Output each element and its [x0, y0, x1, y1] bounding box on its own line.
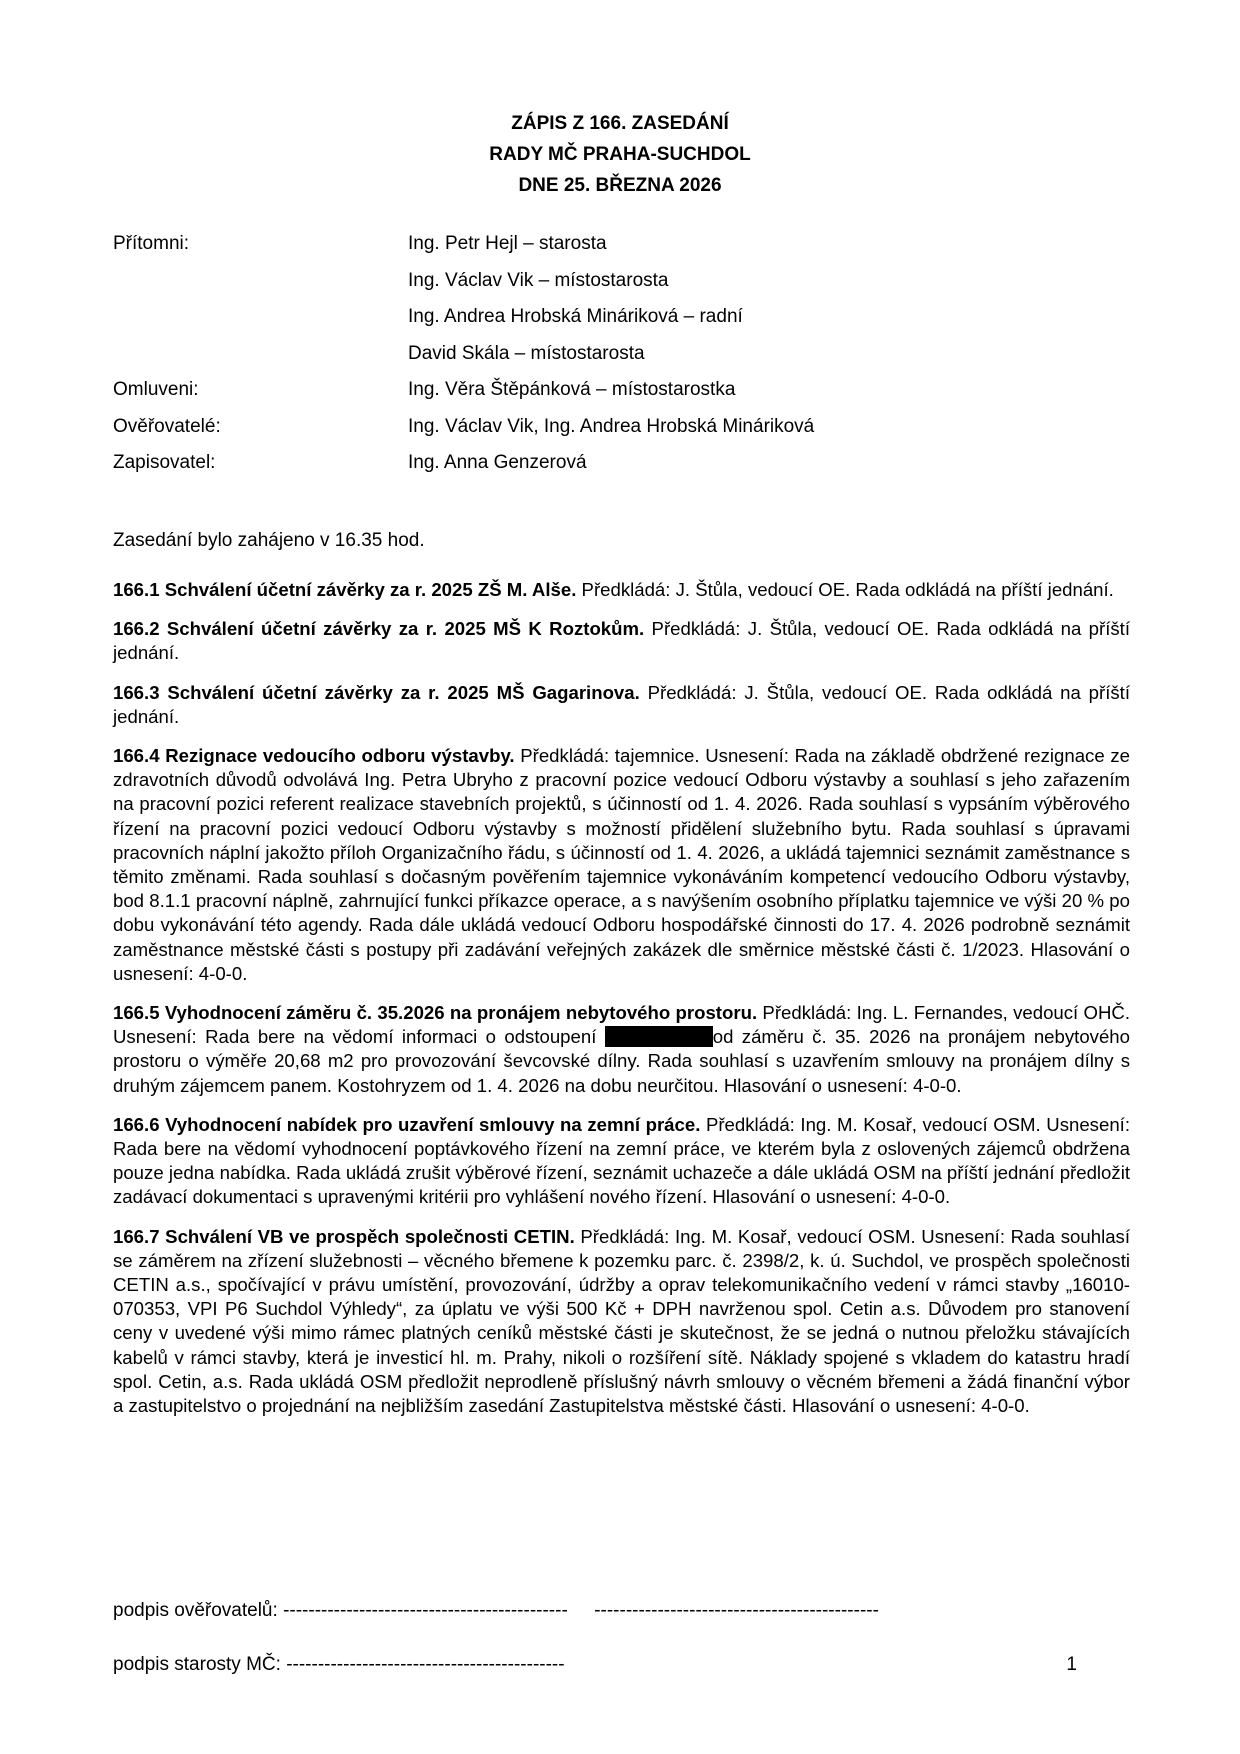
verifiers-signature [113, 1600, 1130, 1622]
page-number: 1 [1066, 1654, 1077, 1675]
attendees-list [113, 233, 1133, 489]
attendee-row [113, 270, 1133, 307]
signature-line: --------------------------------------------- [594, 1600, 879, 1621]
attendee-row [113, 452, 1133, 489]
attendee-row [113, 306, 1133, 343]
attendee-value: Ing. Petr Hejl – starosta [408, 233, 607, 254]
agenda-item [113, 681, 1130, 729]
agenda-item-heading: 166.2 Schválení účetní závěrky za r. 2025 MŠ K Roztokům. [113, 618, 645, 640]
agenda-item-heading: 166.5 Vyhodnocení záměru č. 35.2026 na pronájem nebytového prostoru. [113, 1002, 758, 1024]
attendee-row [113, 379, 1133, 416]
mayor-signature [113, 1654, 1130, 1676]
agenda-item-text: Předkládá: J. Štůla, vedoucí OE. Rada odkládá na příští jednání. [576, 579, 1114, 600]
attendee-value: Ing. Andrea Hrobská Mináriková – radní [408, 306, 743, 327]
attendee-label: Omluveni: [113, 379, 199, 400]
attendee-label: Přítomni: [113, 233, 190, 254]
opening-statement: Zasedání bylo zahájeno v 16.35 hod. [113, 530, 425, 551]
attendee-value: Ing. Václav Vik, Ing. Andrea Hrobská Mináriková [408, 415, 815, 437]
agenda-item-text: Předkládá: Ing. M. Kosař, vedoucí OSM. Usnesení: Rada souhlasí se záměrem na zřízení služebnosti – věcného břemene k pozemku parc. č. 2398/2, k. ú. Suchdol, ve prospěch společnosti CETIN a.s., spočívající v právu umístění, provozování, údržby a oprav telekomunikačního vedení v rámci stavby „16010-070353, VPI P6 Suchdol Výhledy“, za úplatu ve výši 500 Kč + DPH navrženou spol. Cetin a.s. Důvodem pro stanovení ceny v uvedené výši mimo rámec platných ceníků městské části je skutečnost, že se jedná o nutnou přeložku stávajících kabelů v rámci stavby, která je investicí hl. m. Prahy, nikoli o rozšíření sítě. Náklady spojené s vkladem do katastru hradí spol. Cetin, a.s. Rada ukládá OSM předložit neprodleně příslušný návrh smlouvy o věcném břemeni a žádá finanční výbor a zastupitelstvo o projednání na nejbližším zasedání Zastupitelstva městské části. Hlasování o usnesení: 4-0-0. [113, 1225, 1131, 1417]
agenda-item-heading: 166.1 Schválení účetní závěrky za r. 2025 ZŠ M. Alše. [113, 579, 577, 600]
agenda-item [113, 1113, 1130, 1210]
title-line-3: DNE 25. BŘEZNA 2026 [518, 175, 722, 196]
agenda-item-heading: 166.6 Vyhodnocení nabídek pro uzavření smlouvy na zemní práce. [113, 1113, 701, 1135]
attendee-row [113, 343, 1133, 380]
mayor-signature-label: podpis starosty MČ: [113, 1654, 281, 1675]
agenda-item-text: Předkládá: Ing. M. Kosař, vedoucí OSM. Usnesení: Rada bere na vědomí vyhodnocení poptávkového řízení na zemní práce, ve kterém byla z oslovených zájemců obdržena pouze jedna nabídka. Rada ukládá zrušit výběrové řízení, seznámit uchazeče a dále ukládá OSM na příští jednání předložit zadávací dokumentaci s upravenými kritérii pro vyhlášení nového řízení. Hlasování o usnesení: 4-0-0. [113, 1113, 1130, 1208]
title-line-2: RADY MČ PRAHA-SUCHDOL [489, 144, 751, 165]
agenda-item-text: Předkládá: tajemnice. Usnesení: Rada na základě obdržené rezignace ze zdravotních důvodů odvolává Ing. Petra Ubryho z pracovní pozice vedoucí Odboru výstavby a souhlasí s jeho zařazením na pracovní pozici referent realizace stavebních projektů, s účinností od 1. 4. 2026. Rada souhlasí s vypsáním výběrového řízení na pracovní pozici vedoucí Odboru výstavby s možností přidělení služebního bytu. Rada souhlasí s úpravami pracovních náplní jakožto příloh Organizačního řádu, s účinností od 1. 4. 2026, a ukládá tajemnici seznámit zaměstnance s těmito změnami. Rada souhlasí s dočasným pověřením tajemnice vykonáváním kompetencí vedoucího Odboru výstavby, bod 8.1.1 pracovní náplně, zahrnující funkci příkazce operace, a s navýšením osobního příplatku tajemnice ve výši 20 % po dobu vykonávání této agendy. Rada dále ukládá vedoucí Odboru hospodářské činnosti do 17. 4. 2026 podrobně seznámit zaměstnance městské části s postupy při zadávání veřejných zakázek dle směrnice městské části č. 1/2023. Hlasování o usnesení: 4-0-0. [113, 745, 1130, 984]
agenda-item-heading: 166.4 Rezignace vedoucího odboru výstavby. [113, 745, 515, 767]
attendee-value: Ing. Václav Vik – místostarosta [408, 269, 669, 291]
agenda-items [113, 578, 1130, 1433]
document-title [0, 108, 1240, 201]
redaction-block [605, 1026, 713, 1047]
attendee-label: Zapisovatel: [113, 452, 216, 473]
attendee-value: David Skála – místostarosta [408, 342, 645, 364]
agenda-item-heading: 166.7 Schválení VB ve prospěch společnosti CETIN. [113, 1225, 575, 1247]
agenda-item [113, 744, 1130, 986]
attendee-value: Ing. Věra Štěpánková – místostarostka [408, 379, 736, 400]
attendee-value: Ing. Anna Genzerová [408, 452, 587, 473]
title-line-1: ZÁPIS Z 166. ZASEDÁNÍ [511, 113, 729, 134]
attendee-label [113, 270, 408, 307]
agenda-item [113, 617, 1130, 665]
agenda-item-text: Předkládá: J. Štůla, vedoucí OE. Rada odkládá na příští jednání. [113, 681, 1130, 727]
agenda-item [113, 1225, 1130, 1419]
attendee-row [113, 416, 1133, 453]
agenda-item-text: od záměru č. 35. 2026 na pronájem nebytového prostoru o výměře 20,68 m2 pro provozování ševcovské dílny. Rada souhlasí s uzavřením smlouvy na pronájem dílny s druhým zájemcem panem. Kostohryzem od 1. 4. 2026 na dobu neurčitou. Hlasování o usnesení: 4-0-0. [113, 1026, 1130, 1096]
agenda-item [113, 578, 1130, 602]
agenda-item-heading: 166.3 Schválení účetní závěrky za r. 2025 MŠ Gagarinova. [113, 681, 640, 703]
agenda-item-text: Předkládá: J. Štůla, vedoucí OE. Rada odkládá na příští jednání. [113, 618, 1130, 664]
agenda-item-text: Předkládá: Ing. L. Fernandes, vedoucí OHČ. Usnesení: Rada bere na vědomí informaci o odstoupení [113, 1002, 1130, 1048]
attendee-row [113, 233, 1133, 270]
verifiers-signature-label: podpis ověřovatelů: [113, 1600, 278, 1621]
attendee-label [113, 306, 408, 343]
signature-line: -------------------------------------------- [286, 1654, 565, 1675]
attendee-label [113, 343, 408, 380]
agenda-item [113, 1001, 1130, 1098]
signature-line: --------------------------------------------- [283, 1600, 568, 1621]
attendee-label: Ověřovatelé: [113, 415, 221, 437]
